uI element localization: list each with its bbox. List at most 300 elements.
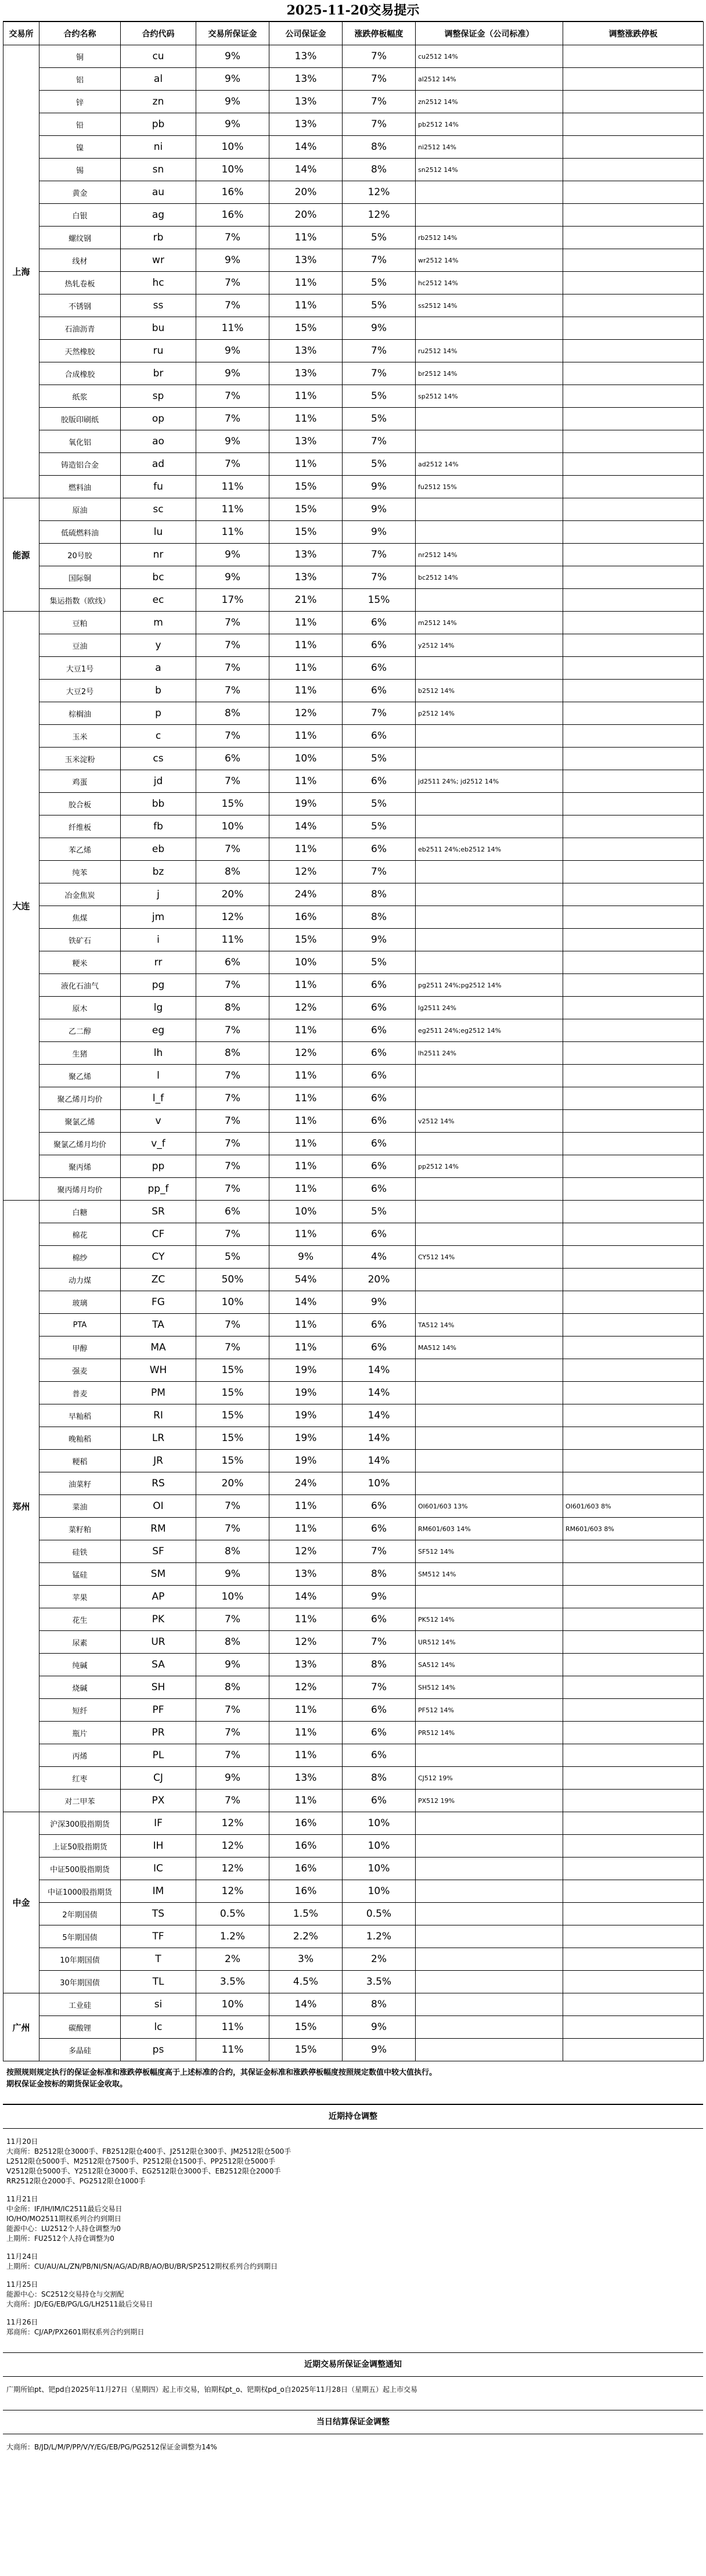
- adjusted-margin-cell: PK512 14%: [416, 1608, 563, 1631]
- contract-code-cell: PF: [121, 1699, 196, 1722]
- contract-code-cell: jm: [121, 906, 196, 929]
- company-margin-cell: 10%: [269, 748, 343, 770]
- contract-name-cell: 普麦: [39, 1382, 121, 1404]
- adjusted-margin-cell: [416, 2039, 563, 2061]
- exchange-margin-cell: 11%: [196, 498, 269, 521]
- adjusted-margin-cell: [416, 408, 563, 430]
- contract-code-cell: ad: [121, 453, 196, 476]
- price-limit-cell: 6%: [343, 1744, 416, 1767]
- company-margin-cell: 12%: [269, 1540, 343, 1563]
- adjusted-limit-cell: [563, 544, 704, 566]
- company-margin-cell: 12%: [269, 702, 343, 725]
- table-row: [3, 861, 704, 883]
- contract-name-cell: 大豆2号: [39, 680, 121, 702]
- adjusted-margin-cell: [416, 906, 563, 929]
- contract-code-cell: ZC: [121, 1269, 196, 1291]
- price-limit-cell: 10%: [343, 1472, 416, 1495]
- col-header-adjusted-limit: 调整涨跌停板: [563, 22, 704, 45]
- contract-name-cell: 燃料油: [39, 476, 121, 498]
- company-margin-cell: 15%: [269, 2039, 343, 2061]
- exchange-margin-cell: 9%: [196, 1654, 269, 1676]
- contract-name-cell: 红枣: [39, 1767, 121, 1790]
- adjusted-limit-cell: [563, 1699, 704, 1722]
- adjusted-limit-cell: [563, 1291, 704, 1314]
- price-limit-cell: 8%: [343, 136, 416, 159]
- price-limit-cell: 6%: [343, 1336, 416, 1359]
- notice-text-line: 中金所：IF/IH/IM/IC2511最后交易日: [6, 2205, 123, 2213]
- notice-block: [6, 2318, 700, 2337]
- adjusted-margin-cell: SM512 14%: [416, 1563, 563, 1586]
- company-margin-cell: 16%: [269, 1858, 343, 1880]
- adjusted-margin-cell: [416, 1586, 563, 1608]
- table-row: [3, 159, 704, 181]
- company-margin-cell: 21%: [269, 589, 343, 612]
- table-row: [3, 1201, 704, 1223]
- exchange-margin-cell: 12%: [196, 1880, 269, 1903]
- adjusted-margin-cell: CY512 14%: [416, 1246, 563, 1269]
- adjusted-limit-cell: [563, 1314, 704, 1336]
- contract-name-cell: 甲醇: [39, 1336, 121, 1359]
- contract-code-cell: CF: [121, 1223, 196, 1246]
- adjusted-margin-cell: [416, 725, 563, 748]
- price-limit-cell: 9%: [343, 2039, 416, 2061]
- table-row: [3, 227, 704, 249]
- trading-notice-sheet: [3, 0, 703, 2467]
- notice-text-line: 11月25日: [6, 2280, 38, 2288]
- exchange-margin-cell: 6%: [196, 1201, 269, 1223]
- contract-code-cell: m: [121, 612, 196, 634]
- table-row: [3, 362, 704, 385]
- contract-name-cell: 玻璃: [39, 1291, 121, 1314]
- contract-code-cell: nr: [121, 544, 196, 566]
- section-title: 近期持仓调整: [3, 2104, 703, 2129]
- exchange-margin-cell: 7%: [196, 634, 269, 657]
- adjusted-margin-cell: [416, 521, 563, 544]
- contract-name-cell: 铜: [39, 45, 121, 68]
- table-row: [3, 1993, 704, 2016]
- contract-name-cell: 白糖: [39, 1201, 121, 1223]
- notice-text-line: RR2512限仓2000手、PG2512限仓1000手: [6, 2177, 146, 2185]
- adjusted-limit-cell: [563, 1382, 704, 1404]
- company-margin-cell: 11%: [269, 1336, 343, 1359]
- contract-name-cell: 30年期国债: [39, 1971, 121, 1993]
- price-limit-cell: 5%: [343, 793, 416, 815]
- company-margin-cell: 11%: [269, 1608, 343, 1631]
- contract-name-cell: 胶合板: [39, 793, 121, 815]
- adjusted-limit-cell: [563, 883, 704, 906]
- exchange-cell: 能源: [3, 498, 39, 612]
- table-row: [3, 1450, 704, 1472]
- exchange-margin-cell: 7%: [196, 838, 269, 861]
- adjusted-margin-cell: [416, 929, 563, 951]
- contract-code-cell: SH: [121, 1676, 196, 1699]
- price-limit-cell: 9%: [343, 317, 416, 340]
- price-limit-cell: 14%: [343, 1404, 416, 1427]
- contract-code-cell: ni: [121, 136, 196, 159]
- adjusted-limit-cell: [563, 453, 704, 476]
- contract-name-cell: 棕榈油: [39, 702, 121, 725]
- contract-name-cell: 棉纱: [39, 1246, 121, 1269]
- contract-code-cell: bu: [121, 317, 196, 340]
- company-margin-cell: 11%: [269, 725, 343, 748]
- exchange-margin-cell: 7%: [196, 1699, 269, 1722]
- contract-code-cell: pb: [121, 113, 196, 136]
- table-row: [3, 1019, 704, 1042]
- exchange-margin-cell: 9%: [196, 362, 269, 385]
- table-row: [3, 589, 704, 612]
- company-margin-cell: 11%: [269, 1087, 343, 1110]
- price-limit-cell: 3.5%: [343, 1971, 416, 1993]
- price-limit-cell: 8%: [343, 1993, 416, 2016]
- contract-name-cell: 氧化铝: [39, 430, 121, 453]
- company-margin-cell: 11%: [269, 227, 343, 249]
- exchange-margin-cell: 12%: [196, 1835, 269, 1858]
- company-margin-cell: 15%: [269, 2016, 343, 2039]
- contract-code-cell: WH: [121, 1359, 196, 1382]
- table-row: [3, 385, 704, 408]
- contract-name-cell: 玉米淀粉: [39, 748, 121, 770]
- table-row: [3, 453, 704, 476]
- table-row: [3, 45, 704, 68]
- exchange-margin-cell: 1.2%: [196, 1925, 269, 1948]
- table-row: [3, 249, 704, 272]
- notice-text-line: 能源中心：SC2512交易持仓与交割配: [6, 2290, 124, 2298]
- price-limit-cell: 5%: [343, 385, 416, 408]
- exchange-margin-cell: 0.5%: [196, 1903, 269, 1925]
- contract-code-cell: SM: [121, 1563, 196, 1586]
- table-row: [3, 1178, 704, 1201]
- table-row: [3, 1676, 704, 1699]
- adjusted-limit-cell: [563, 2016, 704, 2039]
- price-limit-cell: 12%: [343, 181, 416, 204]
- company-margin-cell: 12%: [269, 1676, 343, 1699]
- contract-code-cell: CJ: [121, 1767, 196, 1790]
- exchange-margin-cell: 7%: [196, 1110, 269, 1133]
- contract-name-cell: 纯碱: [39, 1654, 121, 1676]
- adjusted-margin-cell: [416, 951, 563, 974]
- adjusted-margin-cell: v2512 14%: [416, 1110, 563, 1133]
- adjusted-limit-cell: [563, 408, 704, 430]
- contract-name-cell: 粳米: [39, 951, 121, 974]
- price-limit-cell: 6%: [343, 657, 416, 680]
- price-limit-cell: 7%: [343, 249, 416, 272]
- adjusted-limit-cell: [563, 1858, 704, 1880]
- contract-name-cell: 菜油: [39, 1495, 121, 1518]
- company-margin-cell: 12%: [269, 1631, 343, 1654]
- adjusted-margin-cell: [416, 1812, 563, 1835]
- notice-block: [6, 2137, 700, 2186]
- contract-name-cell: 低硫燃料油: [39, 521, 121, 544]
- adjusted-limit-cell: [563, 1563, 704, 1586]
- table-row: [3, 634, 704, 657]
- table-row: [3, 612, 704, 634]
- contract-name-cell: 尿素: [39, 1631, 121, 1654]
- adjusted-margin-cell: [416, 861, 563, 883]
- adjusted-margin-cell: fu2512 15%: [416, 476, 563, 498]
- table-row: [3, 498, 704, 521]
- table-row: [3, 770, 704, 793]
- price-limit-cell: 7%: [343, 113, 416, 136]
- adjusted-limit-cell: [563, 566, 704, 589]
- contract-code-cell: cs: [121, 748, 196, 770]
- company-margin-cell: 2.2%: [269, 1925, 343, 1948]
- contract-code-cell: IF: [121, 1812, 196, 1835]
- contract-code-cell: ag: [121, 204, 196, 227]
- adjusted-margin-cell: bc2512 14%: [416, 566, 563, 589]
- contract-code-cell: si: [121, 1993, 196, 2016]
- contract-code-cell: fu: [121, 476, 196, 498]
- table-row: [3, 1223, 704, 1246]
- price-limit-cell: 14%: [343, 1382, 416, 1404]
- contract-code-cell: TF: [121, 1925, 196, 1948]
- table-row: [3, 1065, 704, 1087]
- company-margin-cell: 11%: [269, 408, 343, 430]
- table-row: [3, 1563, 704, 1586]
- exchange-margin-cell: 12%: [196, 1858, 269, 1880]
- notice-text-line: 广期所铂pt、钯pd自2025年11月27日（星期四）起上市交易，铂期权pt_o、钯期权pd_o自2025年11月28日（星期五）起上市交易: [6, 2385, 417, 2394]
- adjusted-margin-cell: ss2512 14%: [416, 294, 563, 317]
- price-limit-cell: 10%: [343, 1812, 416, 1835]
- adjusted-margin-cell: [416, 1472, 563, 1495]
- table-row: [3, 951, 704, 974]
- exchange-cell: 广州: [3, 1993, 39, 2061]
- contract-name-cell: 苯乙烯: [39, 838, 121, 861]
- price-limit-cell: 5%: [343, 272, 416, 294]
- adjusted-margin-cell: [416, 1903, 563, 1925]
- adjusted-margin-cell: [416, 748, 563, 770]
- exchange-cell: 上海: [3, 45, 39, 498]
- company-margin-cell: 11%: [269, 385, 343, 408]
- exchange-margin-cell: 12%: [196, 906, 269, 929]
- table-row: [3, 657, 704, 680]
- adjusted-limit-cell: [563, 1790, 704, 1812]
- price-limit-cell: 5%: [343, 294, 416, 317]
- table-row: [3, 997, 704, 1019]
- adjusted-margin-cell: [416, 317, 563, 340]
- table-row: [3, 725, 704, 748]
- exchange-margin-cell: 7%: [196, 385, 269, 408]
- adjusted-limit-cell: [563, 1586, 704, 1608]
- adjusted-margin-cell: CJ512 19%: [416, 1767, 563, 1790]
- price-limit-cell: 7%: [343, 566, 416, 589]
- section-body: [3, 2377, 703, 2410]
- table-row: [3, 1495, 704, 1518]
- table-row: [3, 1948, 704, 1971]
- price-limit-cell: 10%: [343, 1880, 416, 1903]
- company-margin-cell: 19%: [269, 1359, 343, 1382]
- company-margin-cell: 11%: [269, 657, 343, 680]
- table-row: [3, 1246, 704, 1269]
- price-limit-cell: 6%: [343, 1019, 416, 1042]
- contract-code-cell: lh: [121, 1042, 196, 1065]
- exchange-margin-cell: 8%: [196, 1676, 269, 1699]
- notice-block: [6, 2442, 700, 2452]
- table-row: [3, 1608, 704, 1631]
- company-margin-cell: 12%: [269, 861, 343, 883]
- company-margin-cell: 11%: [269, 974, 343, 997]
- price-limit-cell: 6%: [343, 1495, 416, 1518]
- contract-name-cell: 烧碱: [39, 1676, 121, 1699]
- adjusted-limit-cell: [563, 204, 704, 227]
- contract-name-cell: 锰硅: [39, 1563, 121, 1586]
- company-margin-cell: 10%: [269, 951, 343, 974]
- price-limit-cell: 7%: [343, 45, 416, 68]
- adjusted-limit-cell: [563, 45, 704, 68]
- company-margin-cell: 19%: [269, 1427, 343, 1450]
- price-limit-cell: 1.2%: [343, 1925, 416, 1948]
- adjusted-limit-cell: [563, 725, 704, 748]
- exchange-margin-cell: 11%: [196, 476, 269, 498]
- table-row: [3, 204, 704, 227]
- table-row: [3, 91, 704, 113]
- exchange-margin-cell: 10%: [196, 1993, 269, 2016]
- contract-name-cell: 集运指数（欧线）: [39, 589, 121, 612]
- adjusted-limit-cell: [563, 612, 704, 634]
- price-limit-cell: 8%: [343, 159, 416, 181]
- notice-text-line: L2512限仓5000手、M2512限仓7500手、P2512限仓1500手、PP2512限仓5000手: [6, 2157, 276, 2165]
- exchange-margin-cell: 7%: [196, 1744, 269, 1767]
- adjusted-margin-cell: [416, 1971, 563, 1993]
- exchange-margin-cell: 9%: [196, 430, 269, 453]
- price-limit-cell: 9%: [343, 476, 416, 498]
- company-margin-cell: 11%: [269, 1178, 343, 1201]
- adjusted-margin-cell: [416, 1223, 563, 1246]
- section-body: [3, 2129, 703, 2352]
- price-limit-cell: 14%: [343, 1450, 416, 1472]
- notice-block: [6, 2280, 700, 2309]
- col-header-exchange: 交易所: [3, 22, 39, 45]
- price-limit-cell: 6%: [343, 680, 416, 702]
- price-limit-cell: 6%: [343, 1790, 416, 1812]
- price-limit-cell: 7%: [343, 544, 416, 566]
- contract-name-cell: 晚籼稻: [39, 1427, 121, 1450]
- adjusted-limit-cell: [563, 430, 704, 453]
- adjusted-margin-cell: [416, 1178, 563, 1201]
- contract-name-cell: 不锈钢: [39, 294, 121, 317]
- price-limit-cell: 6%: [343, 1699, 416, 1722]
- exchange-margin-cell: 7%: [196, 272, 269, 294]
- adjusted-margin-cell: UR512 14%: [416, 1631, 563, 1654]
- price-limit-cell: 6%: [343, 1065, 416, 1087]
- contract-name-cell: 聚乙烯月均价: [39, 1087, 121, 1110]
- contract-name-cell: 纯苯: [39, 861, 121, 883]
- exchange-margin-cell: 6%: [196, 748, 269, 770]
- price-limit-cell: 6%: [343, 1155, 416, 1178]
- table-row: [3, 1790, 704, 1812]
- adjusted-margin-cell: eb2511 24%;eb2512 14%: [416, 838, 563, 861]
- adjusted-limit-cell: [563, 340, 704, 362]
- price-limit-cell: 6%: [343, 725, 416, 748]
- contract-name-cell: 强麦: [39, 1359, 121, 1382]
- adjusted-margin-cell: [416, 1065, 563, 1087]
- exchange-margin-cell: 7%: [196, 612, 269, 634]
- contract-code-cell: AP: [121, 1586, 196, 1608]
- adjusted-limit-cell: [563, 861, 704, 883]
- contract-code-cell: br: [121, 362, 196, 385]
- contract-code-cell: TA: [121, 1314, 196, 1336]
- table-row: [3, 2016, 704, 2039]
- contract-name-cell: 工业硅: [39, 1993, 121, 2016]
- company-margin-cell: 13%: [269, 340, 343, 362]
- col-header-adjusted-margin: 调整保证金（公司标准）: [416, 22, 563, 45]
- adjusted-limit-cell: [563, 1971, 704, 1993]
- price-limit-cell: 10%: [343, 1835, 416, 1858]
- adjusted-margin-cell: lg2511 24%: [416, 997, 563, 1019]
- company-margin-cell: 14%: [269, 1993, 343, 2016]
- adjusted-margin-cell: [416, 498, 563, 521]
- contract-name-cell: 聚氯乙烯月均价: [39, 1133, 121, 1155]
- contract-name-cell: 乙二醇: [39, 1019, 121, 1042]
- company-margin-cell: 14%: [269, 159, 343, 181]
- table-row: [3, 815, 704, 838]
- adjusted-margin-cell: pp2512 14%: [416, 1155, 563, 1178]
- price-limit-cell: 8%: [343, 1563, 416, 1586]
- company-margin-cell: 4.5%: [269, 1971, 343, 1993]
- adjusted-limit-cell: [563, 793, 704, 815]
- adjusted-margin-cell: nr2512 14%: [416, 544, 563, 566]
- table-row: [3, 1767, 704, 1790]
- exchange-margin-cell: 20%: [196, 1472, 269, 1495]
- exchange-margin-cell: 7%: [196, 1087, 269, 1110]
- exchange-margin-cell: 7%: [196, 1790, 269, 1812]
- contract-name-cell: 豆油: [39, 634, 121, 657]
- notice-block: [6, 2252, 700, 2272]
- exchange-margin-cell: 9%: [196, 1563, 269, 1586]
- contract-code-cell: eg: [121, 1019, 196, 1042]
- price-limit-cell: 6%: [343, 1608, 416, 1631]
- notice-text-line: 11月21日: [6, 2195, 38, 2203]
- adjusted-limit-cell: [563, 770, 704, 793]
- margin-table: [3, 21, 704, 2061]
- exchange-margin-cell: 9%: [196, 1767, 269, 1790]
- price-limit-cell: 7%: [343, 362, 416, 385]
- company-margin-cell: 15%: [269, 521, 343, 544]
- contract-code-cell: fb: [121, 815, 196, 838]
- adjusted-limit-cell: [563, 589, 704, 612]
- notice-text-line: V2512限仓5000手、Y2512限仓3000手、EG2512限仓3000手、EB2512限仓2000手: [6, 2167, 281, 2175]
- adjusted-margin-cell: cu2512 14%: [416, 45, 563, 68]
- table-row: [3, 544, 704, 566]
- adjusted-limit-cell: [563, 385, 704, 408]
- contract-name-cell: 生猪: [39, 1042, 121, 1065]
- contract-code-cell: RI: [121, 1404, 196, 1427]
- exchange-margin-cell: 9%: [196, 45, 269, 68]
- contract-name-cell: 2年期国债: [39, 1903, 121, 1925]
- table-row: [3, 68, 704, 91]
- contract-code-cell: PM: [121, 1382, 196, 1404]
- adjusted-limit-cell: [563, 1631, 704, 1654]
- company-margin-cell: 16%: [269, 1880, 343, 1903]
- price-limit-cell: 6%: [343, 1087, 416, 1110]
- price-limit-cell: 7%: [343, 1631, 416, 1654]
- adjusted-limit-cell: [563, 1087, 704, 1110]
- exchange-margin-cell: 11%: [196, 2016, 269, 2039]
- price-limit-cell: 5%: [343, 951, 416, 974]
- adjusted-limit-cell: [563, 1450, 704, 1472]
- table-row: [3, 521, 704, 544]
- contract-code-cell: l: [121, 1065, 196, 1087]
- adjusted-margin-cell: SH512 14%: [416, 1676, 563, 1699]
- table-row: [3, 1314, 704, 1336]
- contract-name-cell: 纸浆: [39, 385, 121, 408]
- adjusted-margin-cell: [416, 883, 563, 906]
- table-row: [3, 1835, 704, 1858]
- adjusted-margin-cell: eg2511 24%;eg2512 14%: [416, 1019, 563, 1042]
- contract-code-cell: j: [121, 883, 196, 906]
- contract-code-cell: ss: [121, 294, 196, 317]
- contract-code-cell: y: [121, 634, 196, 657]
- contract-code-cell: a: [121, 657, 196, 680]
